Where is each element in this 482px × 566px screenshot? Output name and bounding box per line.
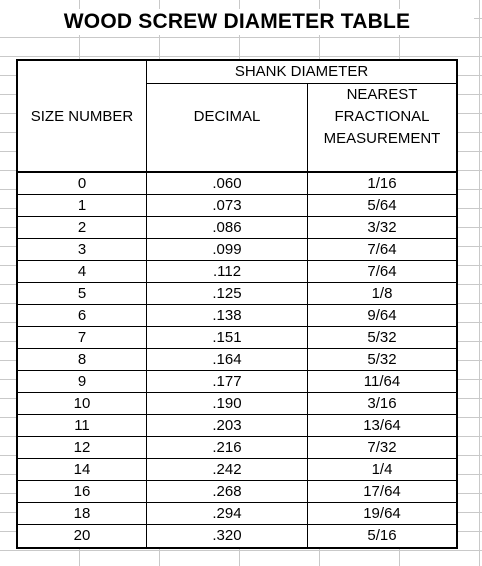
- fraction-cell: 13/64: [363, 417, 401, 434]
- size-cell: 4: [77, 263, 87, 280]
- size-cell: 8: [77, 351, 87, 368]
- decimal-cell: .151: [212, 329, 242, 346]
- decimal-header: DECIMAL: [193, 108, 261, 125]
- decimal-cell: .060: [212, 175, 242, 192]
- decimal-cell: .294: [212, 505, 242, 522]
- fraction-cell: 1/4: [371, 461, 393, 478]
- fraction-cell: 1/8: [371, 285, 393, 302]
- decimal-cell: .190: [212, 395, 242, 412]
- fraction-cell: 3/32: [367, 219, 397, 236]
- decimal-cell: .086: [212, 219, 242, 236]
- size-number-header: SIZE NUMBER: [30, 108, 134, 125]
- decimal-cell: .125: [212, 285, 242, 302]
- decimal-cell: .320: [212, 527, 242, 544]
- fraction-cell: 7/32: [367, 439, 397, 456]
- decimal-cell: .099: [212, 241, 242, 258]
- size-cell: 3: [77, 241, 87, 258]
- size-cell: 14: [73, 461, 91, 478]
- size-cell: 18: [73, 505, 91, 522]
- fraction-cell: 5/64: [367, 197, 397, 214]
- size-cell: 0: [77, 175, 87, 192]
- size-cell: 12: [73, 439, 91, 456]
- decimal-cell: .216: [212, 439, 242, 456]
- fraction-cell: 9/64: [367, 307, 397, 324]
- decimal-cell: .138: [212, 307, 242, 324]
- decimal-cell: .242: [212, 461, 242, 478]
- size-cell: 10: [73, 395, 91, 412]
- fraction-cell: 19/64: [363, 505, 401, 522]
- decimal-cell: .164: [212, 351, 242, 368]
- size-cell: 16: [73, 483, 91, 500]
- measurement-header: MEASUREMENT: [323, 130, 441, 147]
- size-cell: 5: [77, 285, 87, 302]
- size-cell: 7: [77, 329, 87, 346]
- fraction-cell: 5/32: [367, 329, 397, 346]
- decimal-cell: .073: [212, 197, 242, 214]
- fraction-cell: 7/64: [367, 241, 397, 258]
- nearest-header: NEAREST: [346, 86, 418, 103]
- size-cell: 2: [77, 219, 87, 236]
- screw-table: [16, 59, 458, 549]
- decimal-cell: .177: [212, 373, 242, 390]
- fraction-cell: 3/16: [367, 395, 397, 412]
- fraction-cell: 1/16: [367, 175, 397, 192]
- size-cell: 11: [74, 417, 90, 434]
- decimal-cell: .203: [212, 417, 242, 434]
- fraction-cell: 17/64: [363, 483, 401, 500]
- fraction-cell: 5/32: [367, 351, 397, 368]
- size-cell: 6: [77, 307, 87, 324]
- fraction-cell: 11/64: [363, 373, 401, 390]
- page-title: WOOD SCREW DIAMETER TABLE: [0, 9, 474, 35]
- decimal-cell: .268: [212, 483, 242, 500]
- shank-diameter-header: SHANK DIAMETER: [234, 63, 369, 80]
- size-cell: 9: [77, 373, 87, 390]
- fraction-cell: 7/64: [367, 263, 397, 280]
- size-cell: 20: [73, 527, 91, 544]
- fraction-cell: 5/16: [367, 527, 397, 544]
- fractional-header: FRACTIONAL: [334, 108, 430, 125]
- decimal-cell: .112: [212, 263, 242, 280]
- size-cell: 1: [77, 197, 87, 214]
